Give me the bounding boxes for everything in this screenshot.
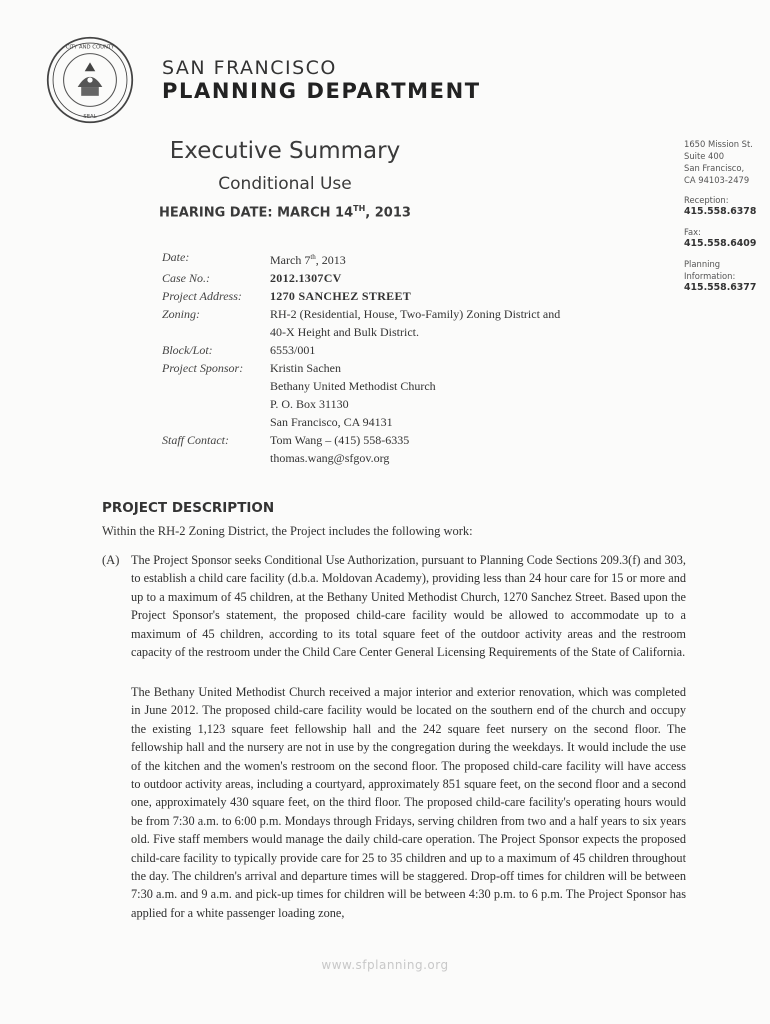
reception-phone: 415.558.6378	[684, 206, 757, 217]
meta-row-date: Date: March 7th, 2013	[162, 250, 346, 267]
agency-name	[162, 57, 481, 103]
planning-info-contact: Planning Information: 415.558.6377	[684, 258, 764, 294]
case-metadata	[162, 248, 610, 467]
case-number: 2012.1307CV	[270, 271, 342, 285]
project-address: 1270 SANCHEZ STREET	[270, 289, 412, 303]
agency-line-1: SAN FRANCISCO	[162, 57, 337, 79]
meta-row-block: Block/Lot: 6553/001	[162, 343, 316, 357]
footer-url: www.sfplanning.org	[321, 958, 449, 972]
section-heading: PROJECT DESCRIPTION	[102, 500, 275, 516]
fax-phone: 415.558.6409	[684, 238, 757, 249]
meta-row-sponsor: Project Sponsor: Kristin Sachen Bethany United Methodist Church P. O. Box 31130 San Francisco, CA 94131	[162, 361, 436, 429]
meta-row-zoning: Zoning: RH-2 (Residential, House, Two-Family) Zoning District and 40-X Height and Bulk District.	[162, 307, 561, 339]
svg-text:CITY AND COUNTY: CITY AND COUNTY	[65, 44, 115, 51]
agency-line-2: PLANNING DEPARTMENT	[162, 79, 481, 103]
hearing-date: HEARING DATE: MARCH 14TH, 2013	[159, 204, 411, 221]
meta-row-case: Case No.: 2012.1307CV	[162, 269, 610, 287]
staff-email: thomas.wang@sfgov.org	[270, 451, 390, 465]
contact-sidebar	[684, 138, 764, 302]
intro-text: Within the RH-2 Zoning District, the Project includes the following work:	[102, 524, 473, 538]
paragraph-2: The Bethany United Methodist Church received a major interior and exterior renovation, which was completed in June 2012. The proposed child-care facility would be located on the southern end of the church and occupy the existing 1,123 square feet fellowship hall and the 242 square feet nursery on the second floor. The fellowship hall and the nursery are not in use by the congregation during the weekdays. It would include the use of the kitchen and the women's restroom on the second floor. The proposed child-care facility will have access to outdoor activity areas, including a courtyard, approximately 851 square feet, on the second floor and a second one, approximately 430 square feet, on the third floor. The proposed child-care facility's operating hours would be from 7:30 a.m. to 6:00 p.m. Mondays through Fridays, serving children from two and a half years to six years old. Five staff members would manage the daily child-care operation. The Project Sponsor expects the proposed child-care facility to typically provide care for 25 to 35 children and up to a maximum of 45 children throughout the day. The children's arrival and departure times will be staggered. Drop-off times for children will be between 7:30 a.m. and 9 a.m. and pick-up times for children will be between 4:30 p.m. to 6 p.m. The Project Sponsor has applied for a white passenger loading zone,	[131, 685, 686, 920]
paragraph-1: The Project Sponsor seeks Conditional Use Authorization, pursuant to Planning Code Sections 209.3(f) and 303, to establish a child care facility (d.b.a. Moldovan Academy), providing less than 24 hour care for 15 or more and up to a maximum of 45 children, at the Bethany United Methodist Church, 1270 Sanchez Street. Based upon the Project Sponsor's statement, the proposed child-care facility would be allowed to accommodate up to a maximum of 45 children, according to its total square feet of the outdoor activity areas and the restroom capacity of the restroom under the Child Care Center General Licensing Requirements of the State of California.	[131, 553, 686, 660]
document-title: Executive Summary	[169, 138, 401, 164]
city-seal-icon	[46, 36, 134, 124]
document-subtitle: Conditional Use	[218, 174, 352, 194]
fax-contact: Fax: 415.558.6409	[684, 226, 764, 250]
meta-row-address: Project Address: 1270 SANCHEZ STREET	[162, 287, 610, 305]
reception-contact: Reception: 415.558.6378	[684, 194, 764, 218]
office-address: 1650 Mission St. Suite 400 San Francisco, CA 94103-2479	[684, 139, 753, 185]
meta-row-staff: Staff Contact: Tom Wang – (415) 558-6335 thomas.wang@sfgov.org	[162, 431, 610, 467]
planning-phone: 415.558.6377	[684, 282, 757, 293]
svg-text:SEAL: SEAL	[83, 113, 97, 120]
list-item-marker: (A)	[102, 553, 120, 567]
